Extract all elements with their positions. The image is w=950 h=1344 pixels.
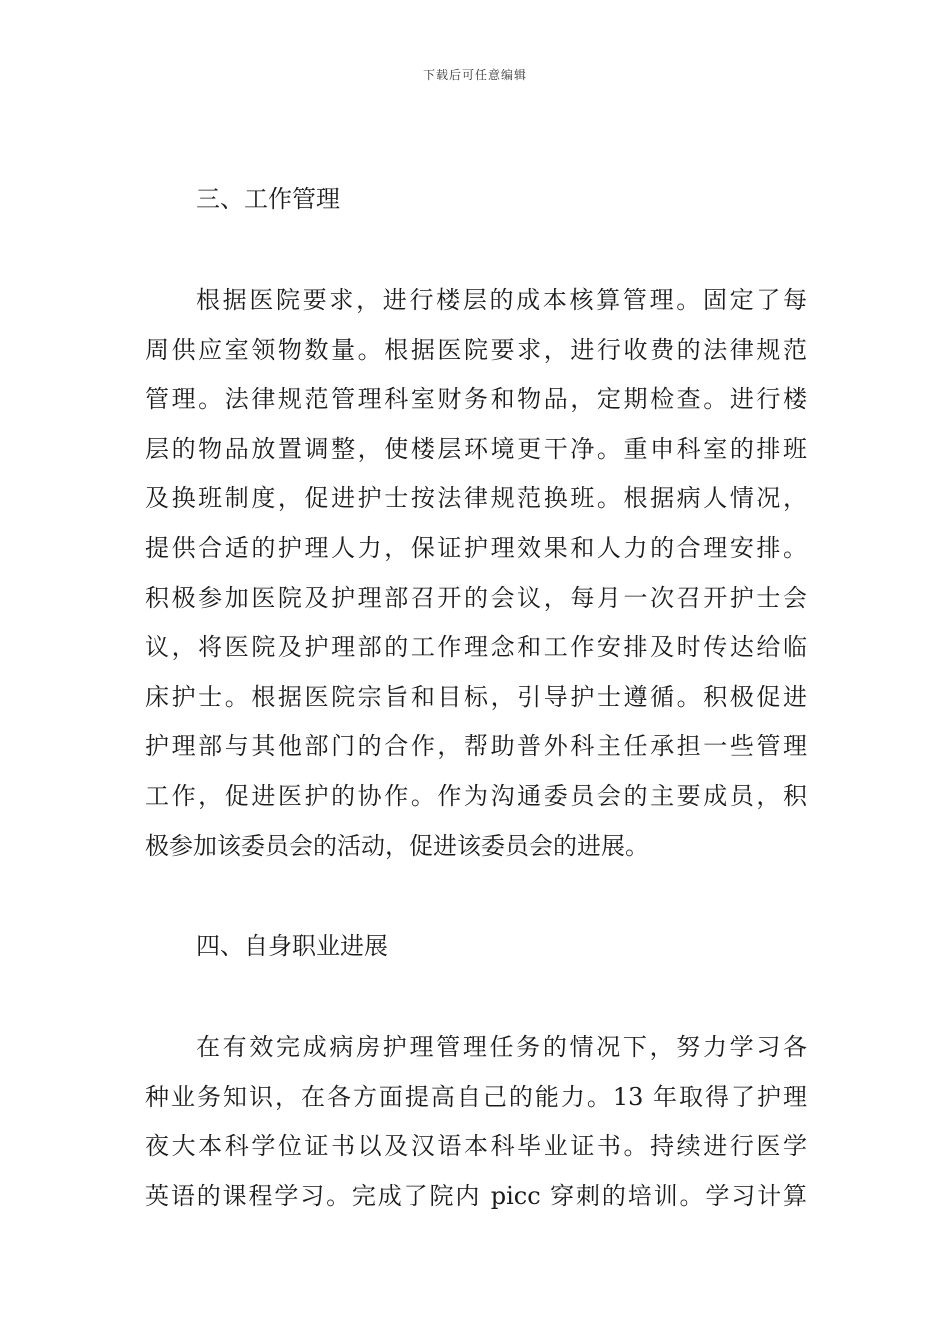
paragraph-line: 在有效完成病房护理管理任务的情况下，努力学习各 <box>196 1033 807 1061</box>
paragraph-line: 极参加该委员会的活动，促进该委员会的进展。 <box>145 831 649 860</box>
paragraph-line: 根据医院要求，进行楼层的成本核算管理。固定了每 <box>196 286 807 314</box>
paragraph-line: 及换班制度，促进护士按法律规范换班。根据病人情况， <box>145 484 807 513</box>
paragraph-line: 议，将医院及护理部的工作理念和工作安排及时传达给临 <box>145 633 807 662</box>
paragraph-line: 层的物品放置调整，使楼层环境更干净。重申科室的排班 <box>145 434 807 463</box>
paragraph-line: 工作，促进医护的协作。作为沟通委员会的主要成员，积 <box>145 781 807 810</box>
section-heading-career-development: 四、自身职业进展 <box>196 932 388 960</box>
paragraph-line: 管理。法律规范管理科室财务和物品，定期检查。进行楼 <box>145 385 807 414</box>
paragraph-line: 提供合适的护理人力，保证护理效果和人力的合理安排。 <box>145 533 807 562</box>
paragraph-line: 夜大本科学位证书以及汉语本科毕业证书。持续进行医学 <box>145 1132 807 1161</box>
paragraph-line: 英语的课程学习。完成了院内 picc 穿刺的培训。学习计算 <box>145 1181 807 1210</box>
paragraph-line: 积极参加医院及护理部召开的会议，每月一次召开护士会 <box>145 583 807 612</box>
paragraph-work-management <box>145 276 807 871</box>
header-note: 下载后可任意编辑 <box>422 68 527 82</box>
paragraph-career-development <box>145 1023 807 1221</box>
paragraph-line: 护理部与其他部门的合作，帮助普外科主任承担一些管理 <box>145 732 807 761</box>
paragraph-line: 种业务知识，在各方面提高自己的能力。13 年取得了护理 <box>145 1082 807 1111</box>
paragraph-line: 床护士。根据医院宗旨和目标，引导护士遵循。积极促进 <box>145 682 807 711</box>
section-heading-work-management: 三、工作管理 <box>196 185 340 213</box>
paragraph-line: 周供应室领物数量。根据医院要求，进行收费的法律规范 <box>145 335 807 364</box>
